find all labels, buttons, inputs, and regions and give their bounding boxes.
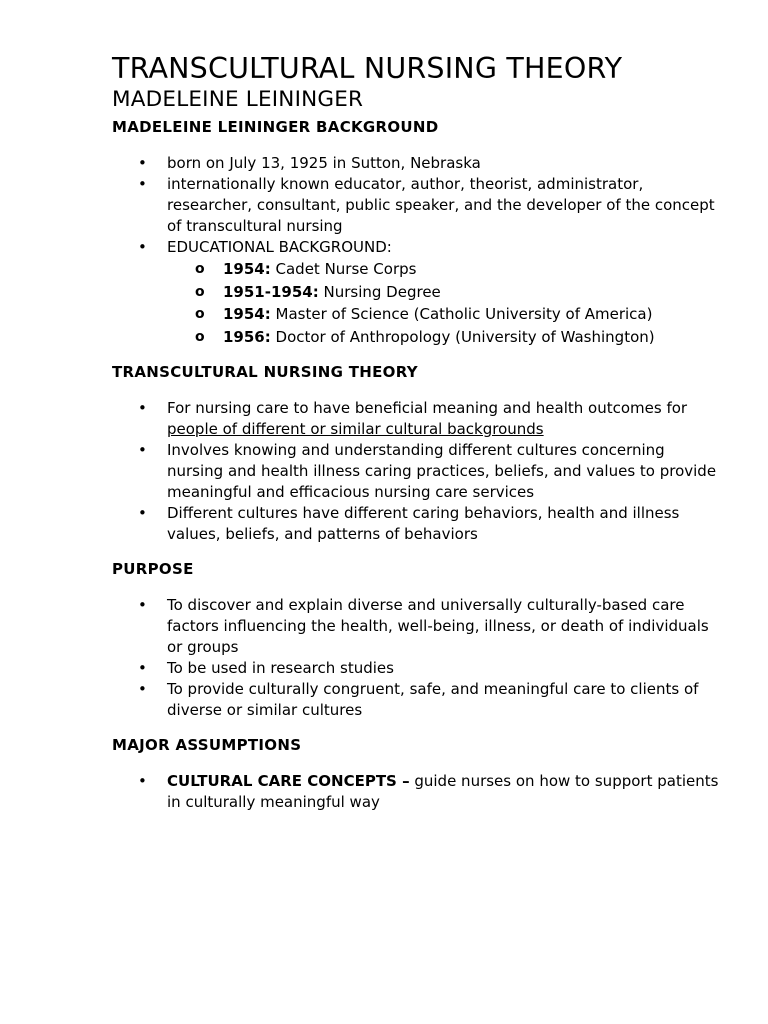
education-item: o 1951-1954: Nursing Degree [167,281,722,304]
list-item: • born on July 13, 1925 in Sutton, Nebraska [138,154,481,172]
section-heading-theory: TRANSCULTURAL NURSING THEORY [112,363,418,381]
bullet-icon: • [138,504,147,522]
list-item: • To provide culturally congruent, safe, and meaningful care to clients of diverse or similar cultures [138,680,699,719]
document-subtitle: MADELEINE LEININGER [112,87,364,112]
section-heading-assumptions: MAJOR ASSUMPTIONS [112,736,302,754]
document-title: TRANSCULTURAL NURSING THEORY [112,52,623,85]
education-item: o 1954: Master of Science (Catholic University of America) [167,303,722,326]
circle-bullet-icon: o [195,261,205,277]
list-item: • Involves knowing and understanding different cultures concerning nursing and health illness caring practices, beliefs, and values to provide meaningful and efficacious nursing care services [138,441,717,501]
circle-bullet-icon: o [195,306,205,322]
circle-bullet-icon: o [195,328,205,345]
background-list [112,153,722,348]
bullet-icon: • [138,680,147,698]
bullet-icon: • [138,399,147,417]
bullet-icon: • [138,772,147,790]
purpose-list [112,595,722,721]
theory-list [112,398,722,545]
bullet-icon: • [138,154,147,172]
document-page [112,52,722,827]
bullet-icon: • [138,175,147,193]
bullet-icon: • [138,238,147,256]
list-item: • internationally known educator, author, theorist, administrator, researcher, consultant, public speaker, and the developer of the concept of transcultural nursing [138,175,715,235]
list-item: • To discover and explain diverse and universally culturally-based care factors influencing the health, well-being, illness, or death of individuals or groups [138,596,709,656]
assumptions-list [112,771,722,813]
bullet-icon: • [138,441,147,459]
education-item: o 1956: Doctor of Anthropology (University of Washington) [167,326,722,349]
bullet-icon: • [138,659,147,677]
section-heading-purpose: PURPOSE [112,560,194,578]
education-list [167,258,722,348]
list-item: • For nursing care to have beneficial meaning and health outcomes for people of different or similar cultural backgrounds [138,399,688,438]
list-item: • Different cultures have different caring behaviors, health and illness values, beliefs, and patterns of behaviors [138,504,680,543]
section-heading-background: MADELEINE LEININGER BACKGROUND [112,118,439,136]
list-item: • EDUCATIONAL BACKGROUND: o 1954: Cadet Nurse Corps o 1951-1954: Nursing Degree o 1954: Master of Science (Catholic University of America) o 1956: Doctor of Anthropology (University of Washington) [112,237,722,348]
list-item: • CULTURAL CARE CONCEPTS – guide nurses on how to support patients in culturally meaningful way [138,772,719,811]
education-item: o 1954: Cadet Nurse Corps [167,258,722,281]
underlined-phrase: people of different or similar cultural backgrounds [167,420,544,438]
list-item: • To be used in research studies [138,659,394,677]
bullet-icon: • [138,596,147,614]
circle-bullet-icon: o [195,283,205,300]
